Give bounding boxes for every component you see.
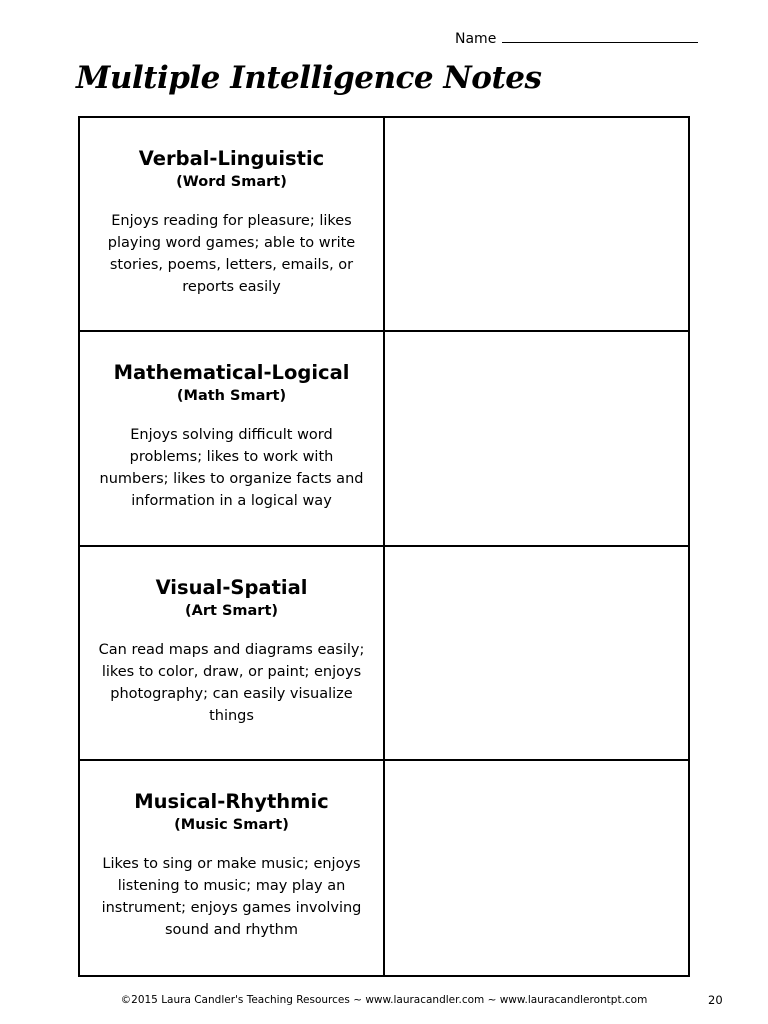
page-number: 20 (708, 993, 723, 1007)
intelligence-description: Can read maps and diagrams easily; likes to color, draw, or paint; enjoys photography; can easily visualize things (98, 641, 365, 724)
intelligence-heading: Musical-Rhythmic (134, 789, 329, 813)
intelligence-subheading: (Word Smart) (176, 174, 287, 190)
name-blank-line[interactable] (502, 41, 698, 43)
name-field[interactable] (455, 31, 698, 47)
intelligence-subheading: (Art Smart) (184, 602, 279, 619)
notes-cell-visual-spatial[interactable] (385, 547, 688, 761)
intelligence-heading: Mathematical-Logical (113, 361, 350, 385)
intelligence-description: Enjoys solving difficult word problems; likes to work with numbers; likes to organize facts and information in a logical way (99, 427, 364, 510)
intelligence-cell-mathematical-logical (80, 332, 385, 546)
intelligence-subheading: (Math Smart) (176, 388, 287, 405)
intelligence-cell-verbal-linguistic (80, 118, 385, 332)
notes-cell-musical-rhythmic[interactable] (385, 761, 688, 975)
name-label: Name (455, 31, 497, 47)
intelligence-cell-visual-spatial (80, 547, 385, 761)
notes-cell-verbal-linguistic[interactable] (385, 118, 688, 332)
page-title: Multiple Intelligence Notes (76, 60, 542, 96)
intelligence-subheading: (Music Smart) (174, 816, 289, 833)
footer-copyright: ©2015 Laura Candler's Teaching Resources ~ www.lauracandler.com ~ www.lauracandlerontpt.com (120, 994, 648, 1006)
intelligence-heading: Verbal-Linguistic (138, 147, 325, 170)
intelligence-cell-musical-rhythmic (80, 761, 385, 975)
notes-table (78, 116, 690, 977)
intelligence-description: Enjoys reading for pleasure; likes playing word games; able to write stories, poems, letters, emails, or reports easily (107, 213, 356, 295)
intelligence-heading: Visual-Spatial (155, 575, 308, 599)
notes-cell-mathematical-logical[interactable] (385, 332, 688, 546)
intelligence-description: Likes to sing or make music; enjoys listening to music; may play an instrument; enjoys games involving sound and rhythm (101, 855, 362, 938)
